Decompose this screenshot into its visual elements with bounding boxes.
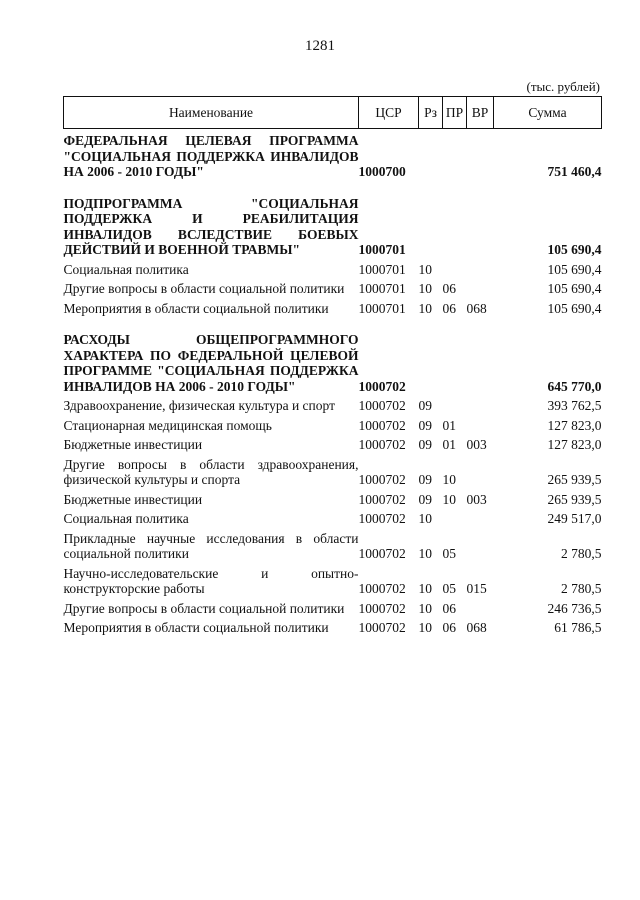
row-vr [467, 394, 494, 414]
row-name: Стационарная медицинская помощь [63, 417, 272, 433]
table-row [64, 562, 602, 597]
row-vr [467, 597, 494, 617]
row-name: РАСХОДЫ ОБЩЕПРОГРАММНОГО ХАРАКТЕРА ПО ФЕДЕРАЛЬНОЙ ЦЕЛЕВОЙ ПРОГРАММЕ "СОЦИАЛЬНАЯ ПОДДЕРЖКА ИНВАЛИДОВ НА 2006 - 2010 ГОДЫ" [63, 332, 359, 394]
row-vr: 068 [466, 620, 487, 635]
row-sum: 61 786,5 [554, 620, 602, 635]
row-csr: 1000702 [358, 437, 406, 452]
row-name: ПОДПРОГРАММА "СОЦИАЛЬНАЯ ПОДДЕРЖКА И РЕАБИЛИТАЦИЯ ИНВАЛИДОВ ВСЛЕДСТВИЕ БОЕВЫХ ДЕЙСТВИЙ И ВОЕННОЙ ТРАВМЫ" [63, 195, 359, 257]
row-name: Бюджетные инвестиции [63, 491, 203, 507]
row-pr: 10 [442, 491, 456, 507]
row-pr [443, 129, 467, 180]
row-csr: 1000702 [358, 581, 406, 596]
row-vr [467, 180, 494, 258]
row-name: Здравоохранение, физическая культура и спорт [63, 398, 335, 413]
row-pr: 05 [442, 581, 456, 596]
row-pr [443, 258, 467, 278]
row-sum: 393 762,5 [547, 398, 602, 413]
row-csr: 1000701 [358, 281, 406, 296]
header-csr: ЦСР [359, 97, 419, 129]
row-name: Социальная политика [63, 261, 189, 277]
row-name: Бюджетные инвестиции [63, 437, 203, 452]
row-rz: 10 [418, 600, 432, 616]
row-pr [443, 507, 467, 527]
row-rz: 10 [418, 261, 432, 277]
row-rz: 10 [418, 546, 432, 561]
row-rz: 10 [418, 281, 432, 296]
table-row [64, 129, 602, 180]
row-rz: 10 [418, 620, 432, 635]
table-row [64, 616, 602, 636]
row-name: Другие вопросы в области социальной политики [63, 281, 345, 296]
row-vr: 015 [466, 581, 487, 596]
row-sum: 2 780,5 [561, 546, 602, 561]
row-name: Другие вопросы в области здравоохранения, физической культуры и спорта [63, 456, 359, 487]
row-sum: 127 823,0 [547, 417, 602, 433]
row-sum: 2 780,5 [561, 581, 602, 596]
row-rz: 09 [418, 472, 432, 487]
row-pr: 06 [442, 281, 456, 296]
row-name: Прикладные научные исследования в области социальной политики [63, 530, 359, 561]
row-csr: 1000702 [358, 472, 406, 487]
row-csr: 1000702 [358, 417, 406, 433]
row-vr [467, 258, 494, 278]
table-row [64, 433, 602, 453]
row-name: Мероприятия в области социальной политики [63, 620, 329, 635]
header-pr: ПР [443, 97, 467, 129]
row-name: Научно-исследовательские и опытно-конструкторские работы [63, 565, 359, 596]
header-sum: Сумма [494, 97, 602, 129]
table-row [64, 453, 602, 488]
row-pr: 10 [442, 472, 456, 487]
row-sum: 127 823,0 [547, 437, 602, 452]
row-vr: 003 [466, 491, 487, 507]
row-csr: 1000702 [358, 491, 406, 507]
row-pr: 01 [442, 417, 456, 433]
table-row [64, 507, 602, 527]
row-name: Социальная политика [63, 511, 189, 526]
row-csr: 1000702 [358, 620, 406, 635]
row-sum: 105 690,4 [547, 300, 602, 316]
table-row [64, 297, 602, 317]
row-rz: 10 [418, 300, 432, 316]
row-rz: 09 [418, 398, 432, 413]
table-header-row [64, 97, 602, 129]
row-vr [467, 129, 494, 180]
row-sum: 265 939,5 [547, 491, 602, 507]
table-row [64, 527, 602, 562]
row-pr: 01 [442, 437, 456, 452]
header-vr: ВР [467, 97, 494, 129]
row-sum: 249 517,0 [547, 511, 602, 526]
row-sum: 645 770,0 [547, 378, 602, 394]
row-pr: 06 [442, 620, 456, 635]
row-rz: 10 [418, 511, 432, 526]
row-sum: 265 939,5 [547, 472, 602, 487]
row-pr [443, 316, 467, 394]
row-sum: 105 690,4 [547, 281, 602, 296]
table-row [64, 597, 602, 617]
row-name: Другие вопросы в области социальной политики [63, 600, 345, 616]
row-rz: 09 [418, 417, 432, 433]
row-rz: 10 [418, 581, 432, 596]
row-csr: 1000700 [358, 164, 406, 179]
row-csr: 1000701 [358, 300, 406, 316]
row-vr [467, 414, 494, 434]
row-pr: 06 [442, 300, 456, 316]
row-csr: 1000702 [358, 511, 406, 526]
row-rz: 09 [418, 491, 432, 507]
header-rz: Рз [419, 97, 443, 129]
table-row [64, 316, 602, 394]
row-sum: 105 690,4 [547, 242, 602, 257]
row-pr [443, 180, 467, 258]
row-vr [467, 507, 494, 527]
budget-table [63, 96, 602, 636]
header-name: Наименование [64, 97, 359, 129]
row-vr [467, 316, 494, 394]
row-vr [467, 453, 494, 488]
row-rz: 09 [418, 437, 432, 452]
units-label: (тыс. рублей) [526, 79, 600, 94]
row-csr: 1000701 [358, 261, 406, 277]
row-sum: 246 736,5 [547, 600, 602, 616]
row-vr [467, 527, 494, 562]
row-csr: 1000702 [358, 398, 406, 413]
row-vr: 003 [466, 437, 487, 452]
page-number: 1281 [305, 38, 335, 54]
row-name: ФЕДЕРАЛЬНАЯ ЦЕЛЕВАЯ ПРОГРАММА "СОЦИАЛЬНАЯ ПОДДЕРЖКА ИНВАЛИДОВ НА 2006 - 2010 ГОДЫ" [63, 133, 359, 179]
row-rz [419, 129, 443, 180]
row-pr [443, 394, 467, 414]
row-sum: 751 460,4 [547, 164, 602, 179]
table-row [64, 258, 602, 278]
row-rz [419, 180, 443, 258]
row-csr: 1000702 [358, 546, 406, 561]
row-pr: 06 [442, 600, 456, 616]
row-name: Мероприятия в области социальной политики [63, 300, 329, 316]
row-csr: 1000702 [358, 600, 406, 616]
row-vr [467, 277, 494, 297]
row-csr: 1000701 [358, 242, 406, 257]
row-pr: 05 [442, 546, 456, 561]
table-row [64, 414, 602, 434]
table-row [64, 394, 602, 414]
row-csr: 1000702 [358, 378, 406, 394]
table-row [64, 180, 602, 258]
table-row [64, 488, 602, 508]
row-vr: 068 [466, 300, 487, 316]
table-row [64, 277, 602, 297]
row-sum: 105 690,4 [547, 261, 602, 277]
row-rz [419, 316, 443, 394]
